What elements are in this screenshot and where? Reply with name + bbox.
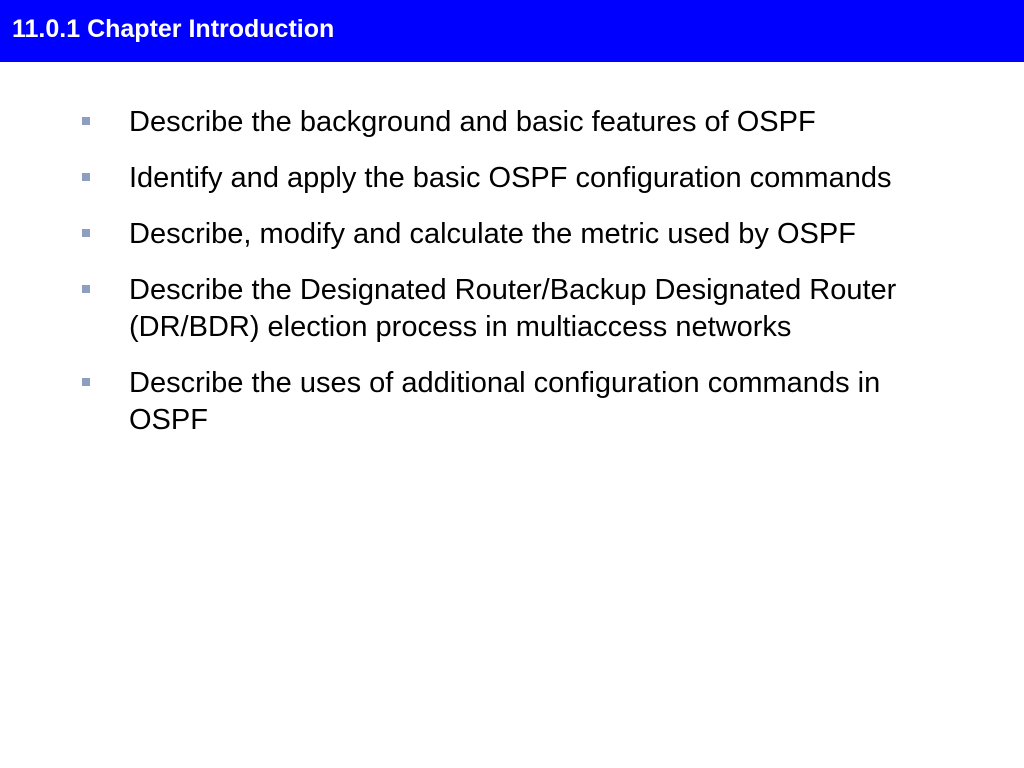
square-bullet-icon [82, 378, 90, 386]
square-bullet-icon [82, 229, 90, 237]
list-item [0, 272, 1024, 346]
slide-title: 11.0.1 Chapter Introduction [12, 15, 335, 43]
list-item [0, 160, 1024, 197]
list-item [0, 365, 1024, 439]
bullet-text: Describe, modify and calculate the metric used by OSPF [129, 218, 856, 250]
bullet-text: Describe the uses of additional configuration commands in OSPF [129, 367, 881, 436]
bullet-list [0, 104, 1024, 458]
bullet-text: Describe the Designated Router/Backup Designated Router (DR/BDR) election process in multiaccess networks [129, 274, 897, 343]
list-item [0, 104, 1024, 141]
square-bullet-icon [82, 117, 90, 125]
square-bullet-icon [82, 285, 90, 293]
square-bullet-icon [82, 173, 90, 181]
bullet-text: Describe the background and basic features of OSPF [129, 106, 816, 138]
list-item [0, 216, 1024, 253]
bullet-text: Identify and apply the basic OSPF configuration commands [129, 162, 892, 194]
title-bar [0, 0, 1024, 62]
